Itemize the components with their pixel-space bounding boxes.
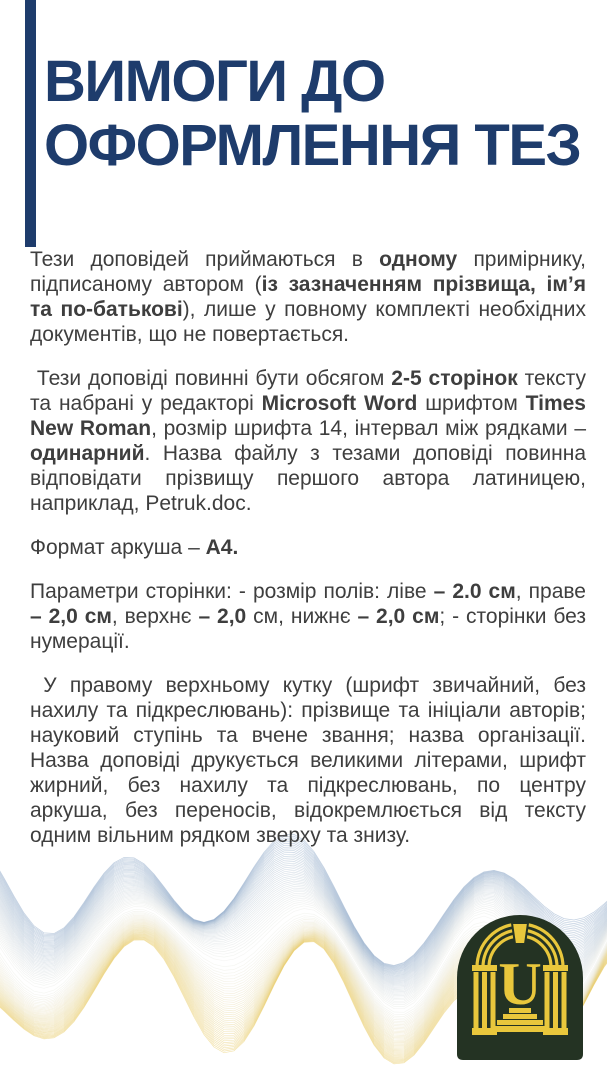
university-logo-svg (457, 915, 583, 1060)
paragraph: У правому верхньому кутку (шрифт звичайний, без нахилу та підкреслювань): прізвище та ініціали авторів; науковий ступінь та вчене звання; назва організації. Назва доповіді друкується великими літерами, шрифт жирний, без нахилу та підкреслювань, по центру аркуша, без переносів, відокремлюється від тексту одним вільним рядком зверху та знизу. (30, 674, 592, 847)
university-logo (457, 915, 583, 1060)
logo-letter: U (498, 951, 542, 1017)
paragraph: Параметри сторінки: - розмір полів: ліве – 2.0 см, праве – 2,0 см, верхнє – 2,0 см, нижнє – 2,0 см; - сторінки без нумерації. (30, 580, 592, 653)
paragraph: Тези доповідей приймаються в одному примірнику, підписаному автором (із зазначенням прізвища, ім’я та по-батькові), лише у повному комплекті необхідних документів, що не повертається. (30, 248, 592, 346)
accent-bar (25, 0, 36, 247)
page-title-line1: ВИМОГИ ДО (44, 49, 385, 114)
paragraph: Формат аркуша – А4. (30, 536, 239, 559)
paragraph: Тези доповіді повинні бути обсягом 2-5 сторінок тексту та набрані у редакторі Microsoft Word шрифтом Times New Roman, розмір шрифта 14, інтервал між рядками – одинарний. Назва файлу з тезами доповіді повинна відповідати прізвищу першого автора латиницею, наприклад, Petruk.doc. (30, 367, 592, 515)
logo-keystone (512, 923, 528, 944)
page-title (44, 50, 580, 178)
logo-right-capital (543, 965, 568, 971)
body-text (30, 247, 592, 867)
page-title-line2: ОФОРМЛЕННЯ ТЕЗ (44, 113, 581, 178)
logo-left-capital (472, 965, 497, 971)
